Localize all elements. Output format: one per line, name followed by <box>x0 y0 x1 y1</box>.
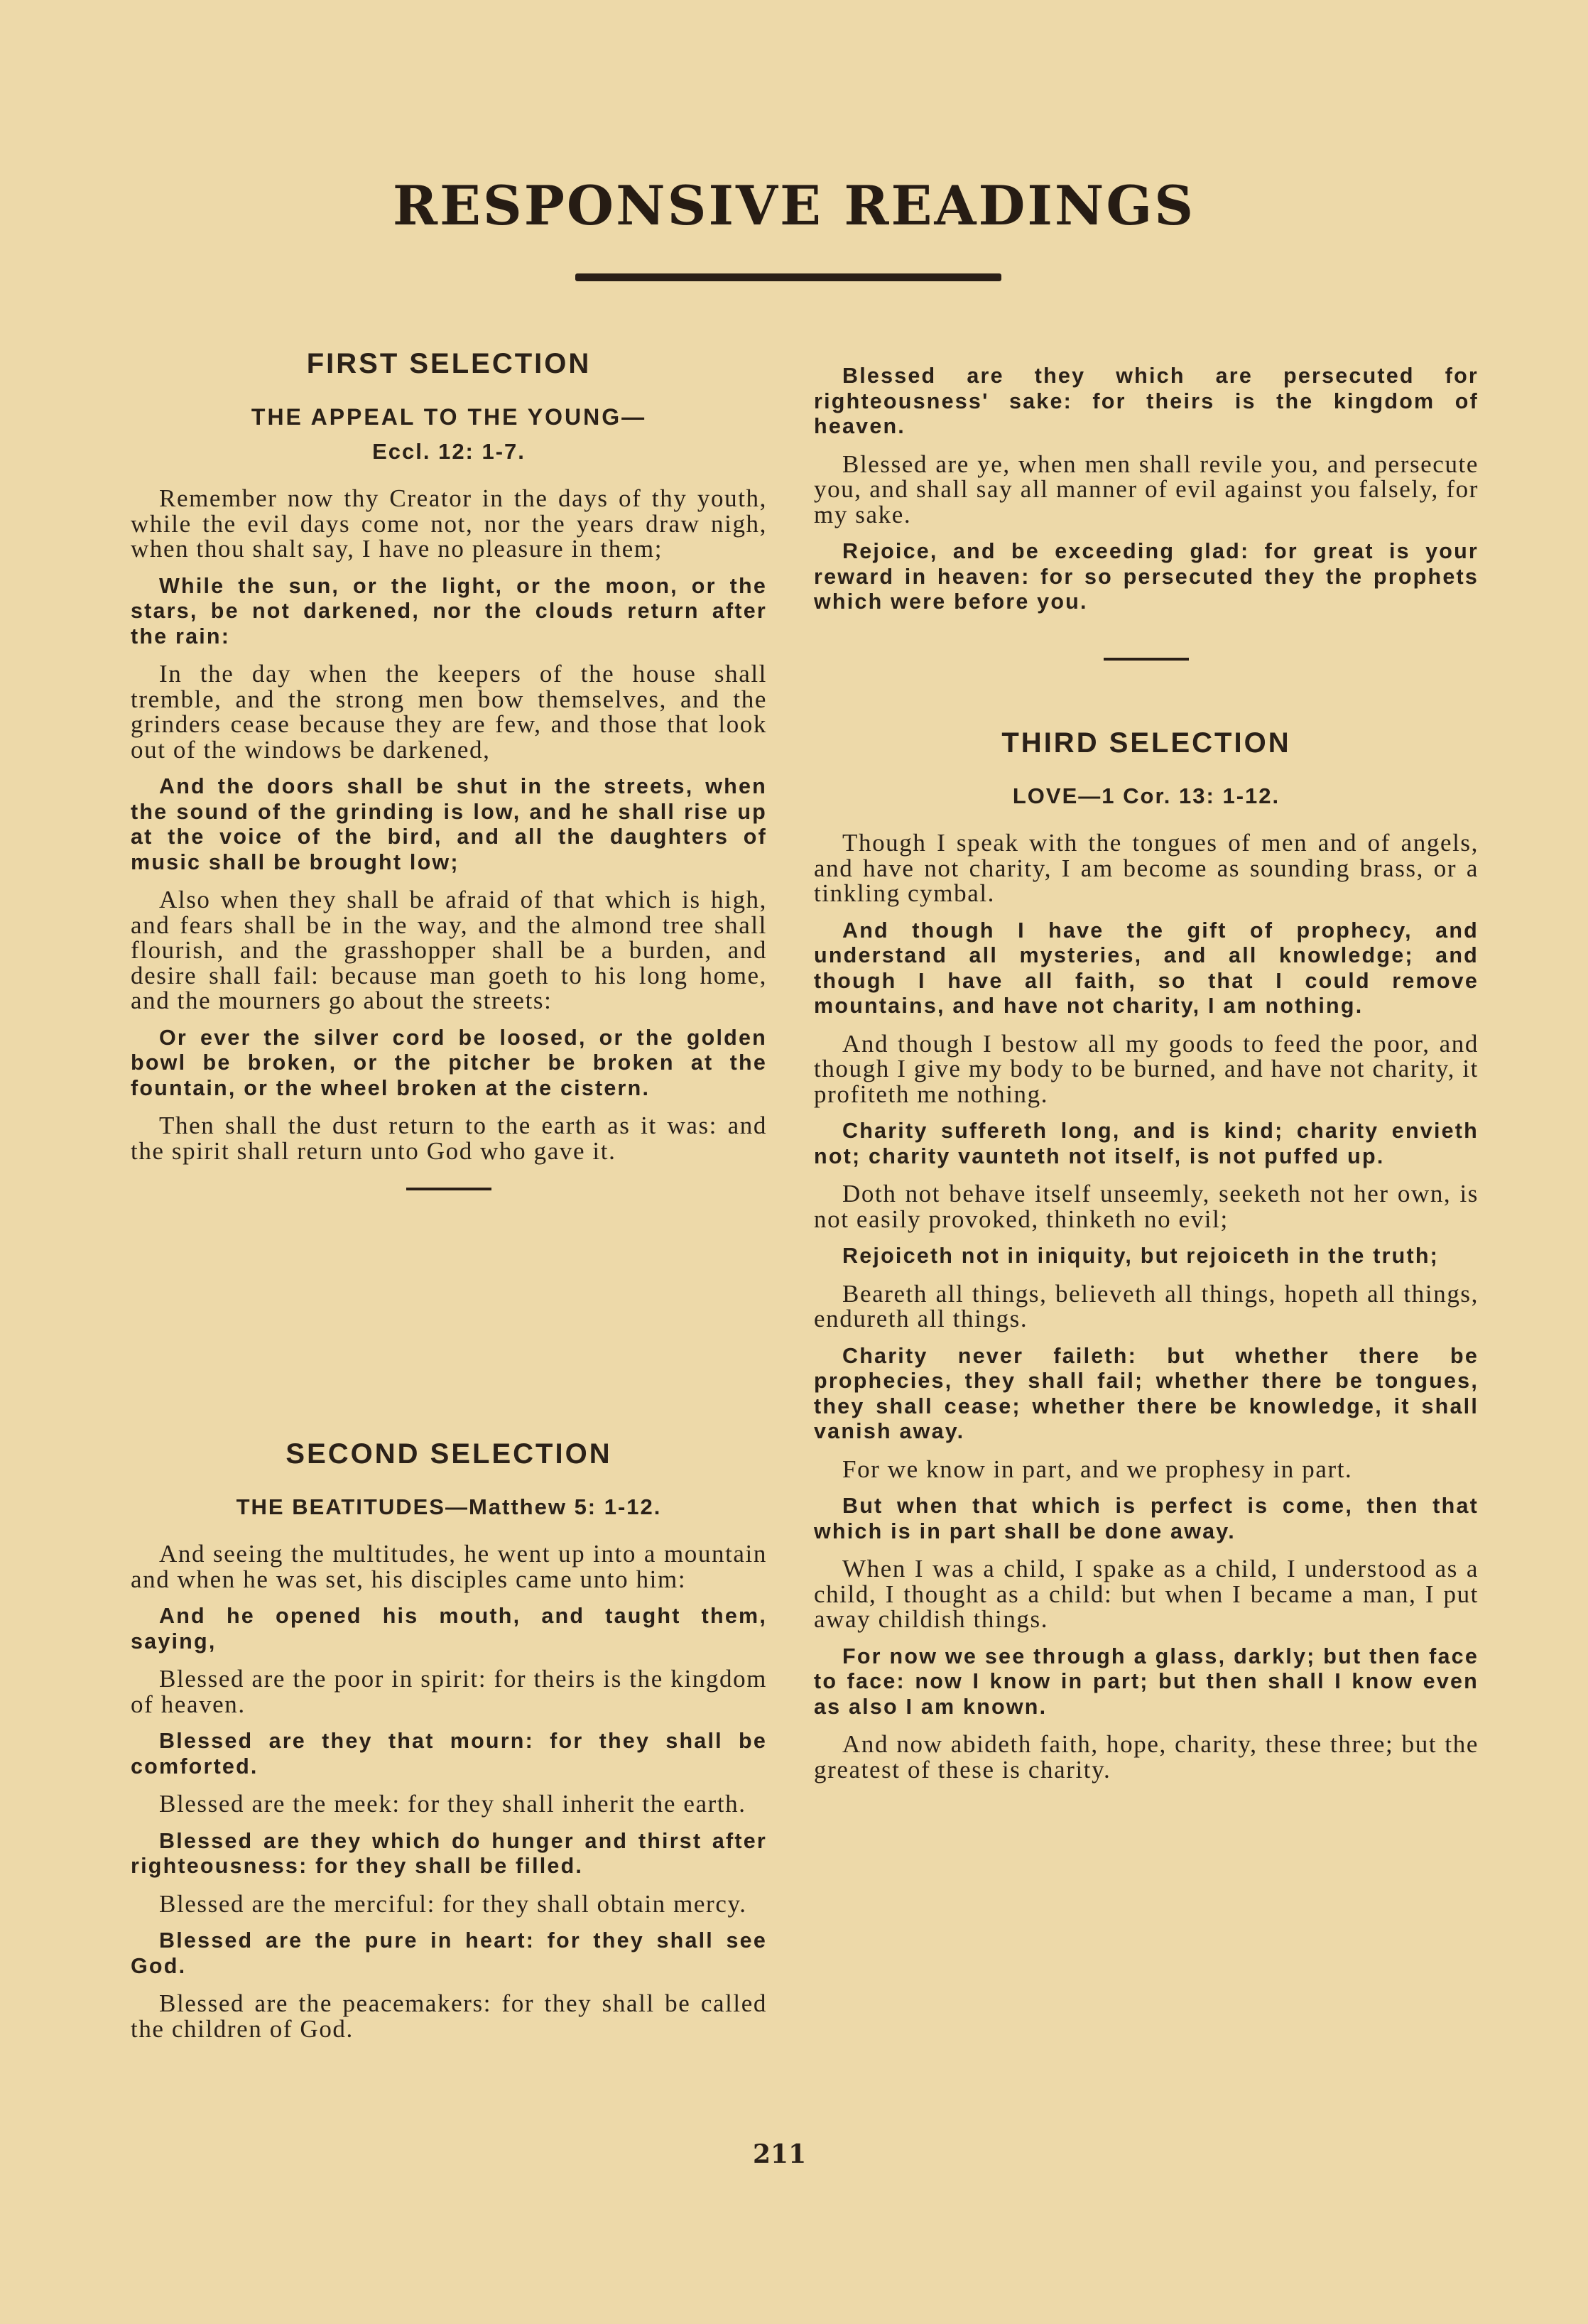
congregation-verse: But when that which is perfect is come, then that which is in part shall be done away. <box>814 1494 1479 1543</box>
leader-verse: Blessed are ye, when men shall revile you, and persecute you, and shall say all manner of evil against you falsely, for my sake. <box>814 450 1479 528</box>
third-selection-heading: THIRD SELECTION <box>1001 727 1291 759</box>
congregation-verse: Charity never faileth: but whether there be prophecies, they shall fail; whether there be tongues, they shall cease; whether there be knowledge, it shall vanish away. <box>814 1343 1479 1443</box>
leader-verse: And seeing the multitudes, he went up into a mountain and when he was set, his disciples came unto him: <box>131 1540 767 1593</box>
leader-verse: Remember now thy Creator in the days of thy youth, while the evil days come not, nor the years draw nigh, when thou shalt say, I have no pleasure in them; <box>131 484 767 563</box>
section-divider <box>1104 658 1189 661</box>
congregation-verse: Blessed are the pure in heart: for they shall see God. <box>131 1928 767 1978</box>
congregation-verse: Blessed are they which do hunger and thirst after righteousness: for they shall be filled. <box>131 1828 767 1878</box>
leader-verse: Also when they shall be afraid of that which is high, and fears shall be in the way, and the almond tree shall flourish, and the grasshopper shall be a burden, and desire shall fail: because man goeth to his long home, and the mourners go about the streets: <box>131 886 767 1014</box>
leader-verse: Blessed are the peacemakers: for they shall be called the children of God. <box>131 1989 767 2043</box>
leader-verse: Doth not behave itself unseemly, seeketh not her own, is not easily provoked, thinketh no evil; <box>814 1180 1479 1233</box>
leader-verse: In the day when the keepers of the house shall tremble, and the strong men bow themselves, and the grinders cease because they are few, and those that look out of the windows be darkened, <box>131 660 767 764</box>
congregation-verse: Rejoiceth not in iniquity, but rejoiceth in the truth; <box>842 1244 1440 1268</box>
section-divider <box>406 1188 491 1190</box>
second-selection-heading: SECOND SELECTION <box>285 1438 612 1470</box>
leader-verse: When I was a child, I spake as a child, I understood as a child, I thought as a child: but when I became a man, I put away childish things. <box>814 1555 1479 1633</box>
first-selection-body <box>131 486 767 1163</box>
first-selection-reference: Eccl. 12: 1-7. <box>372 439 526 464</box>
leader-verse: Though I speak with the tongues of men and of angels, and have not charity, I am become as sounding brass, or a tinkling cymbal. <box>814 829 1479 907</box>
second-selection-continued <box>814 364 1479 615</box>
third-selection-subtitle: LOVE—1 Cor. 13: 1-12. <box>1012 783 1280 808</box>
left-column-second <box>131 1438 767 2053</box>
congregation-verse: And though I have the gift of prophecy, and understand all mysteries, and all knowledge; and though I have all faith, so that I could remove mountains, and have not charity, I am nothing. <box>814 918 1479 1018</box>
left-column <box>131 348 767 1190</box>
congregation-verse: And he opened his mouth, and taught them, saying, <box>131 1604 767 1654</box>
first-selection-subtitle: THE APPEAL TO THE YOUNG— <box>251 404 647 430</box>
congregation-verse: Rejoice, and be exceeding glad: for great is your reward in heaven: for so persecuted they the prophets which were before you. <box>814 539 1479 614</box>
congregation-verse: Blessed are they that mourn: for they shall be comforted. <box>131 1729 767 1779</box>
leader-verse: For we know in part, and we prophesy in part. <box>842 1455 1353 1483</box>
congregation-verse: And the doors shall be shut in the streets, when the sound of the grinding is low, and he shall rise up at the voice of the bird, and all the daughters of music shall be brought low; <box>131 774 767 874</box>
third-selection-body <box>814 830 1479 1782</box>
title-rule <box>575 273 1001 281</box>
leader-verse: Beareth all things, believeth all things, hopeth all things, endureth all things. <box>814 1279 1479 1332</box>
congregation-verse: Charity suffereth long, and is kind; charity envieth not; charity vaunteth not itself, is not puffed up. <box>814 1119 1479 1168</box>
leader-verse: And though I bestow all my goods to feed the poor, and though I give my body to be burned, and have not charity, it profiteth me nothing. <box>814 1029 1479 1108</box>
first-selection-heading: FIRST SELECTION <box>306 348 592 379</box>
congregation-verse: For now we see through a glass, darkly; but then face to face: now I know in part; but then shall I know even as also I am known. <box>814 1644 1479 1719</box>
right-column <box>814 364 1479 661</box>
congregation-verse: Blessed are they which are persecuted for righteousness' sake: for theirs is the kingdom of heaven. <box>814 364 1479 438</box>
page-number: 211 <box>753 2139 807 2169</box>
congregation-verse: While the sun, or the light, or the moon, or the stars, be not darkened, nor the clouds return after the rain: <box>131 573 767 648</box>
second-selection-subtitle: THE BEATITUDES—Matthew 5: 1-12. <box>236 1494 662 1519</box>
page-title: RESPONSIVE READINGS <box>392 174 1196 237</box>
second-selection-body <box>131 1541 767 2041</box>
right-column-third <box>814 727 1479 1794</box>
leader-verse: Blessed are the merciful: for they shall obtain mercy. <box>159 1889 747 1918</box>
leader-verse: Blessed are the poor in spirit: for theirs is the kingdom of heaven. <box>131 1665 767 1718</box>
leader-verse: Blessed are the meek: for they shall inherit the earth. <box>159 1790 746 1818</box>
congregation-verse: Or ever the silver cord be loosed, or the golden bowl be broken, or the pitcher be broken at the fountain, or the wheel broken at the cistern. <box>131 1025 767 1100</box>
leader-verse: Then shall the dust return to the earth as it was: and the spirit shall return unto God who gave it. <box>131 1112 767 1165</box>
leader-verse: And now abideth faith, hope, charity, these three; but the greatest of these is charity. <box>814 1730 1479 1783</box>
